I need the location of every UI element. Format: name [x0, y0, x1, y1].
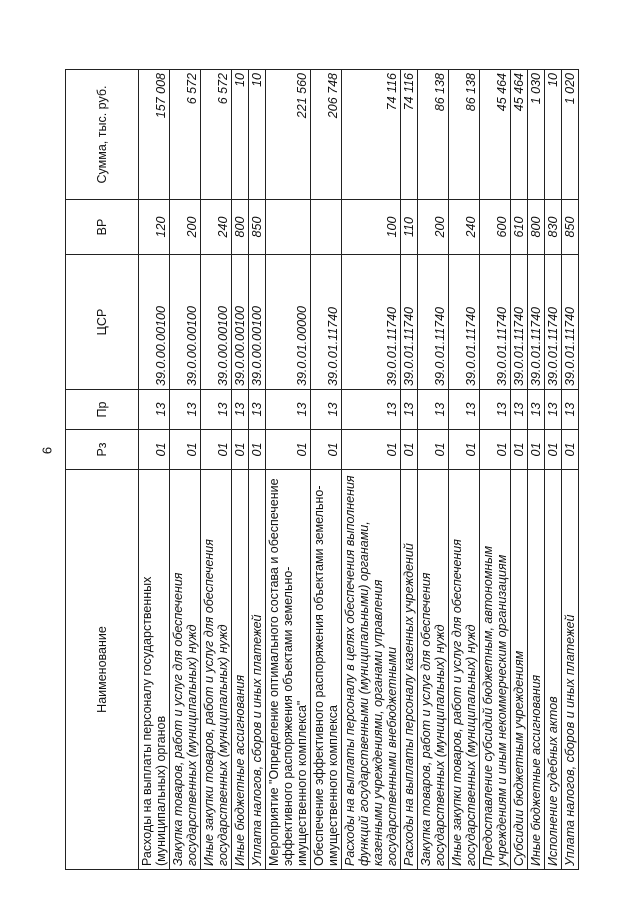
table-row — [266, 70, 311, 870]
header-csr: ЦСР — [66, 255, 139, 390]
row-pr: 13 — [201, 390, 232, 430]
row-vr: 240 — [449, 200, 480, 255]
row-csr: 39.0.01.11740 — [449, 255, 480, 390]
row-pr: 13 — [401, 390, 418, 430]
row-csr: 39.0.01.11740 — [562, 255, 579, 390]
row-rz: 01 — [480, 430, 511, 470]
row-name: Закупка товаров, работ и услуг для обеспечения государственных (муниципальных) нужд — [170, 470, 201, 870]
row-csr: 39.0.01.11740 — [342, 255, 401, 390]
row-sum: 6 572 — [170, 70, 201, 200]
row-rz: 01 — [201, 430, 232, 470]
row-name: Расходы на выплаты персоналу в целях обеспечения выполнения функций государственными (муниципальными) органами, казенными учреждениями, органами управления государственными внебюджетными — [342, 470, 401, 870]
header-name: Наименование — [66, 470, 139, 870]
row-name: Уплата налогов, сборов и иных платежей — [562, 470, 579, 870]
table-row — [562, 70, 579, 870]
row-sum: 6 572 — [201, 70, 232, 200]
table-row — [511, 70, 528, 870]
row-pr: 13 — [562, 390, 579, 430]
row-name: Обеспечение эффективного распоряжения объектами земельно-имущественного комплекса — [311, 470, 342, 870]
budget-table — [65, 69, 579, 870]
row-pr: 13 — [528, 390, 545, 430]
row-name: Расходы на выплаты персоналу казенных учреждений — [401, 470, 418, 870]
row-pr: 13 — [170, 390, 201, 430]
header-rz: Рз — [66, 430, 139, 470]
row-rz: 01 — [562, 430, 579, 470]
row-vr: 800 — [528, 200, 545, 255]
row-pr: 13 — [449, 390, 480, 430]
row-csr: 39.0.01.11740 — [418, 255, 449, 390]
table-row — [139, 70, 170, 870]
table-row — [232, 70, 249, 870]
row-sum: 1 030 — [528, 70, 545, 200]
row-sum: 10 — [249, 70, 266, 200]
row-rz: 01 — [511, 430, 528, 470]
row-rz: 01 — [249, 430, 266, 470]
row-vr: 830 — [545, 200, 562, 255]
row-vr: 850 — [562, 200, 579, 255]
row-name: Иные бюджетные ассигнования — [528, 470, 545, 870]
row-pr: 13 — [511, 390, 528, 430]
table-row — [418, 70, 449, 870]
row-pr: 13 — [342, 390, 401, 430]
row-sum: 86 138 — [418, 70, 449, 200]
row-pr: 13 — [480, 390, 511, 430]
table-row — [528, 70, 545, 870]
row-csr: 39.0.01.11740 — [545, 255, 562, 390]
row-csr: 39.0.00.00100 — [232, 255, 249, 390]
budget-table-container — [65, 70, 577, 870]
row-vr: 120 — [139, 200, 170, 255]
row-name: Иные закупки товаров, работ и услуг для обеспечения государственных (муниципальных) нужд — [201, 470, 232, 870]
row-vr — [266, 200, 311, 255]
row-pr: 13 — [139, 390, 170, 430]
row-csr: 39.0.01.11740 — [480, 255, 511, 390]
row-sum: 206 748 — [311, 70, 342, 200]
row-sum: 221 560 — [266, 70, 311, 200]
table-row — [545, 70, 562, 870]
row-rz: 01 — [139, 430, 170, 470]
row-vr: 240 — [201, 200, 232, 255]
row-name: Исполнение судебных актов — [545, 470, 562, 870]
row-vr: 200 — [418, 200, 449, 255]
row-csr: 39.0.01.11740 — [511, 255, 528, 390]
row-rz: 01 — [342, 430, 401, 470]
header-sum: Сумма, тыс. руб. — [66, 70, 139, 200]
row-csr: 39.0.01.00000 — [266, 255, 311, 390]
row-pr: 13 — [249, 390, 266, 430]
row-rz: 01 — [401, 430, 418, 470]
header-pr: Пр — [66, 390, 139, 430]
row-pr: 13 — [266, 390, 311, 430]
row-name: Субсидии бюджетным учреждениям — [511, 470, 528, 870]
row-rz: 01 — [170, 430, 201, 470]
row-pr: 13 — [232, 390, 249, 430]
row-rz: 01 — [528, 430, 545, 470]
row-name: Иные закупки товаров, работ и услуг для обеспечения государственных (муниципальных) нужд — [449, 470, 480, 870]
table-row — [342, 70, 401, 870]
table-row — [201, 70, 232, 870]
row-sum: 10 — [232, 70, 249, 200]
row-rz: 01 — [449, 430, 480, 470]
row-sum: 10 — [545, 70, 562, 200]
row-vr: 800 — [232, 200, 249, 255]
row-rz: 01 — [266, 430, 311, 470]
row-vr: 100 — [342, 200, 401, 255]
row-name: Закупка товаров, работ и услуг для обеспечения государственных (муниципальных) нужд — [418, 470, 449, 870]
page-number: 9 — [39, 446, 55, 455]
row-pr: 13 — [418, 390, 449, 430]
table-row — [170, 70, 201, 870]
row-sum: 1 020 — [562, 70, 579, 200]
row-sum: 45 464 — [511, 70, 528, 200]
table-row — [449, 70, 480, 870]
table-row — [311, 70, 342, 870]
row-vr: 200 — [170, 200, 201, 255]
row-pr: 13 — [545, 390, 562, 430]
row-rz: 01 — [418, 430, 449, 470]
row-rz: 01 — [311, 430, 342, 470]
table-row — [249, 70, 266, 870]
row-rz: 01 — [545, 430, 562, 470]
row-vr: 610 — [511, 200, 528, 255]
row-vr: 600 — [480, 200, 511, 255]
row-sum: 157 008 — [139, 70, 170, 200]
row-name: Мероприятие "Определение оптимального состава и обеспечение эффективного распоряжения объектами земельно-имущественного комплекса" — [266, 470, 311, 870]
row-sum: 74 116 — [342, 70, 401, 200]
row-rz: 01 — [232, 430, 249, 470]
row-sum: 74 116 — [401, 70, 418, 200]
row-sum: 45 464 — [480, 70, 511, 200]
table-row — [401, 70, 418, 870]
row-name: Предоставление субсидий бюджетным, автономным учреждениям и иным некоммерческим организациям — [480, 470, 511, 870]
header-row — [66, 70, 139, 870]
row-vr — [311, 200, 342, 255]
row-vr: 850 — [249, 200, 266, 255]
header-vr: ВР — [66, 200, 139, 255]
row-sum: 86 138 — [449, 70, 480, 200]
row-name: Расходы на выплаты персоналу государственных (муниципальных) органов — [139, 470, 170, 870]
row-vr: 110 — [401, 200, 418, 255]
row-name: Уплата налогов, сборов и иных платежей — [249, 470, 266, 870]
row-csr: 39.0.00.00100 — [170, 255, 201, 390]
row-csr: 39.0.00.00100 — [139, 255, 170, 390]
table-row — [480, 70, 511, 870]
row-csr: 39.0.00.00100 — [249, 255, 266, 390]
row-pr: 13 — [311, 390, 342, 430]
row-csr: 39.0.01.11740 — [528, 255, 545, 390]
row-csr: 39.0.01.11740 — [311, 255, 342, 390]
row-name: Иные бюджетные ассигнования — [232, 470, 249, 870]
row-csr: 39.0.00.00100 — [201, 255, 232, 390]
row-csr: 39.0.01.11740 — [401, 255, 418, 390]
